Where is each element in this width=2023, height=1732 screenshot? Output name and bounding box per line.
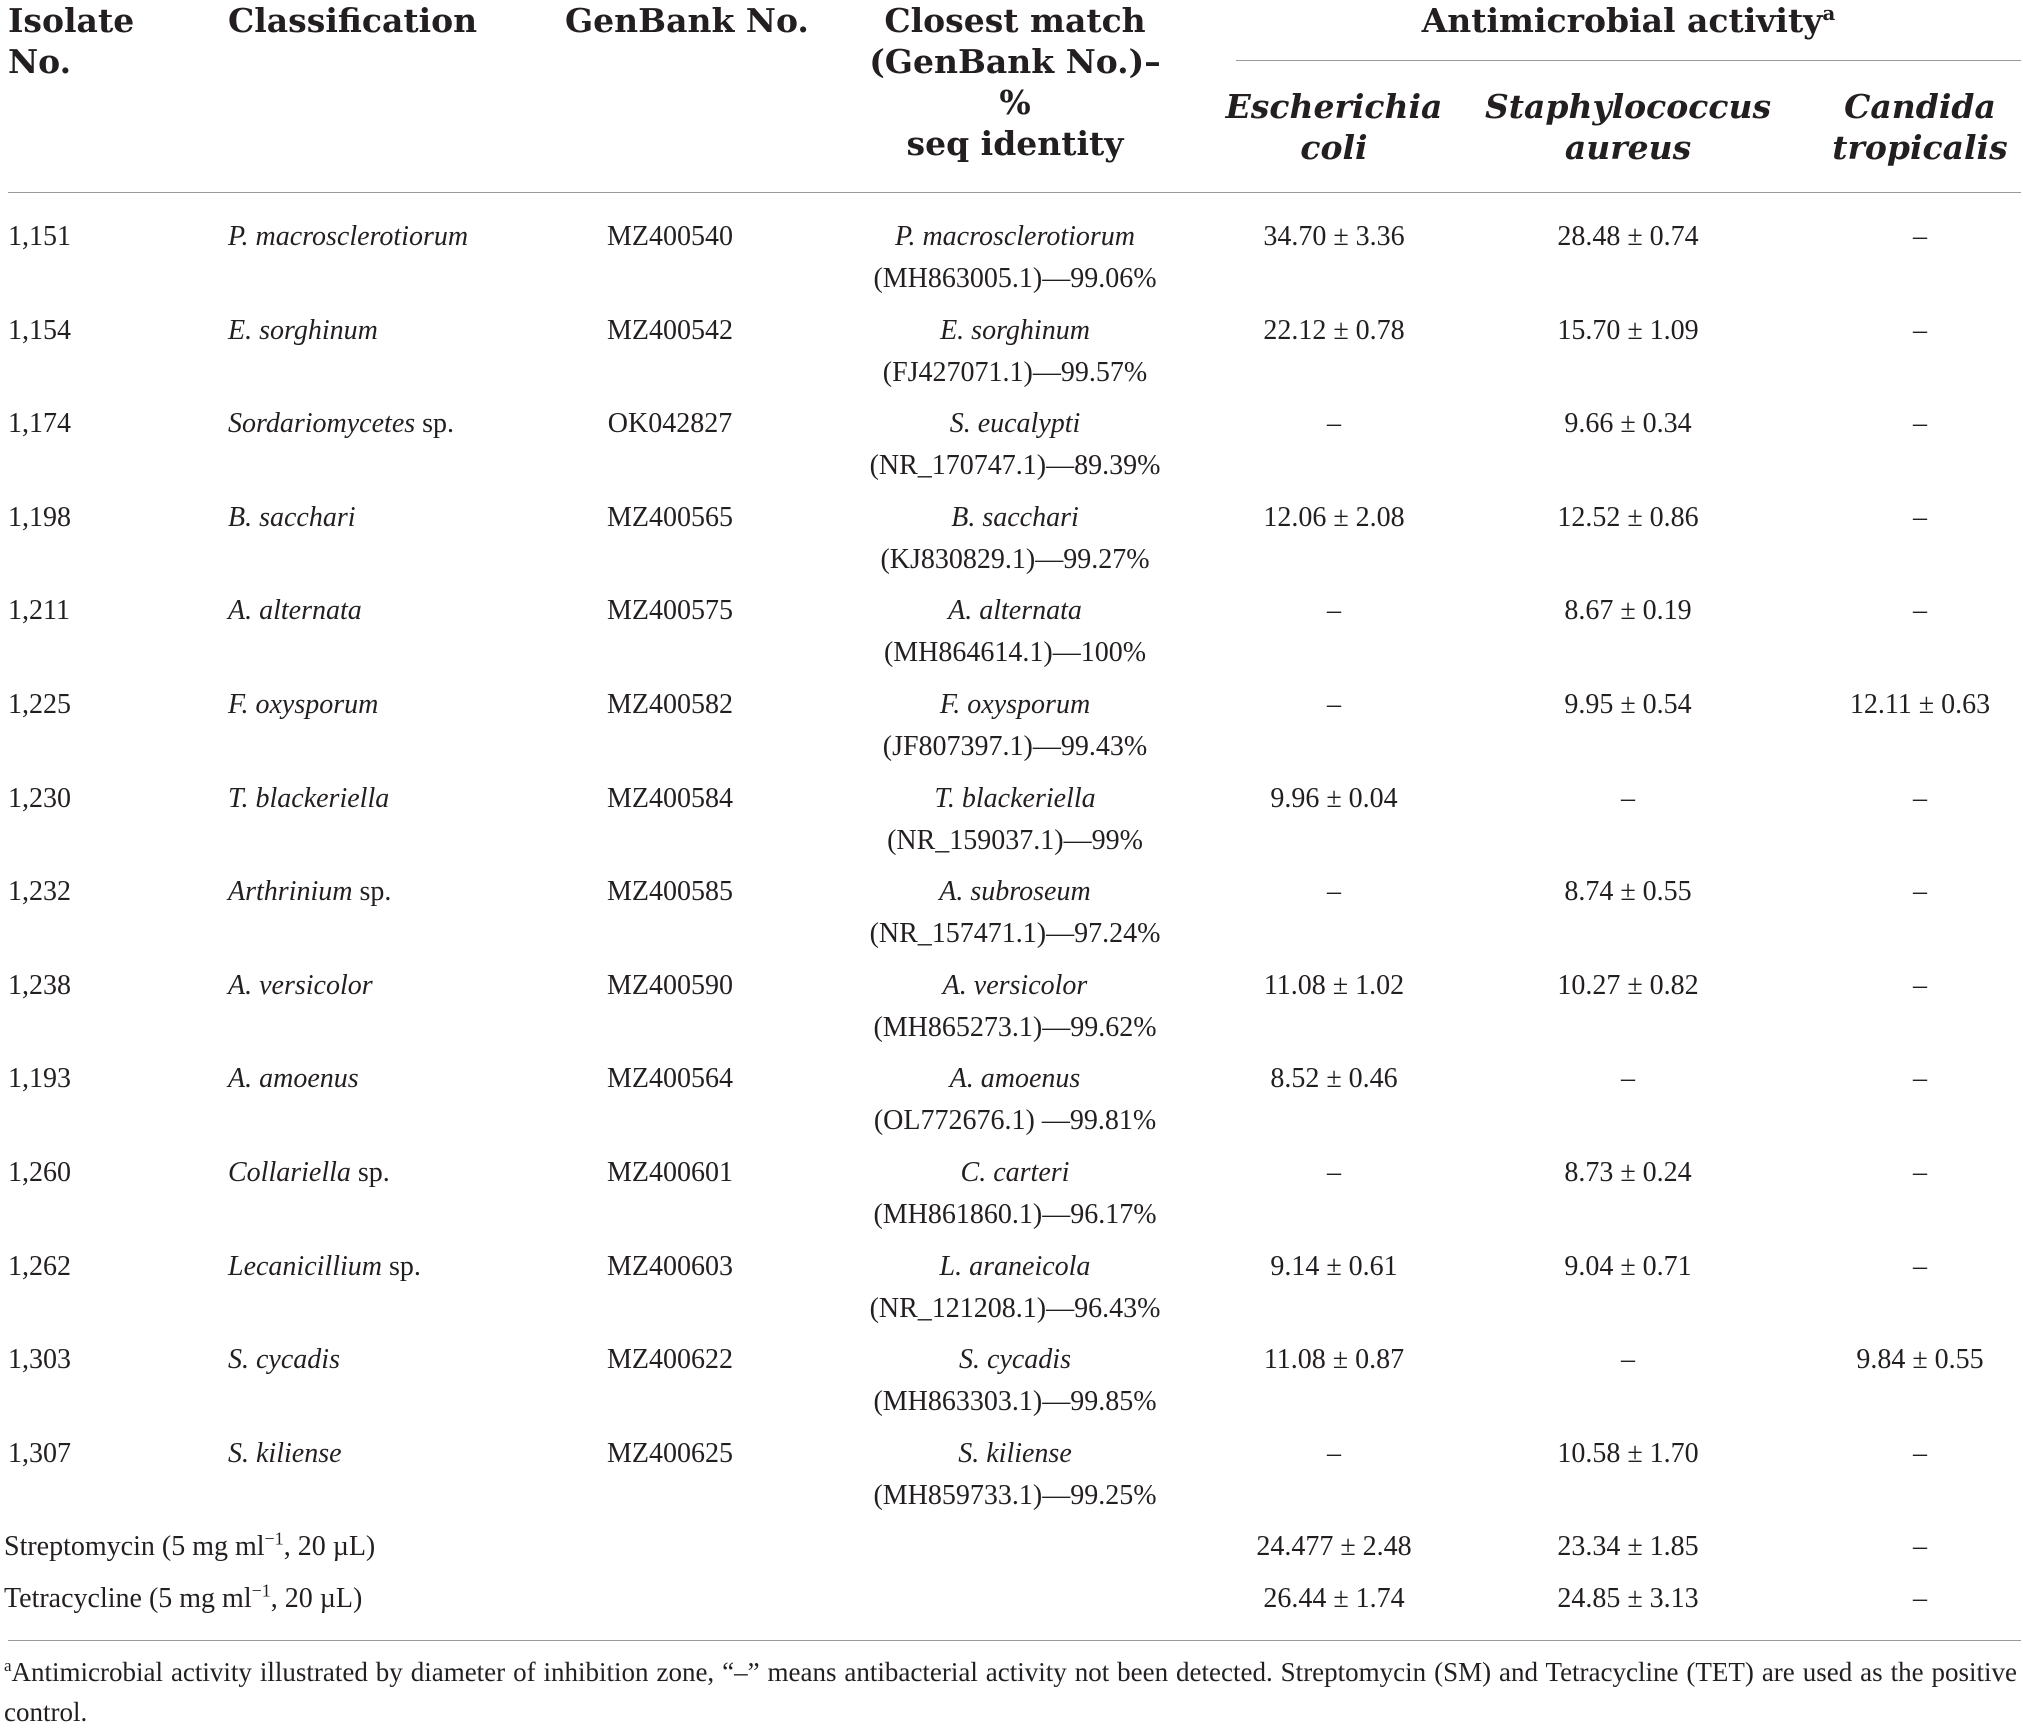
footnote-marker: a	[4, 1656, 12, 1675]
closest-match-id: (FJ427071.1)—99.57%	[882, 356, 1148, 388]
classification	[228, 684, 378, 726]
header-e-coli	[1216, 86, 1452, 168]
control-name	[4, 1578, 362, 1620]
s-aureus-value: –	[1621, 782, 1635, 814]
classification-name: Lecanicillium	[228, 1250, 382, 1282]
header-sa-line2: aureus	[1564, 128, 1692, 167]
isolate-no: 1,232	[8, 876, 71, 908]
isolate-no: 1,238	[8, 969, 71, 1001]
e-coli-value: 9.96 ± 0.04	[1270, 782, 1398, 814]
closest-match-name: F. oxysporum	[939, 689, 1091, 720]
genbank-no: MZ400603	[607, 1250, 733, 1282]
genbank-no: MZ400575	[607, 595, 733, 627]
s-aureus-value: 28.48 ± 0.74	[1557, 221, 1699, 252]
e-coli-value: –	[1327, 1157, 1341, 1188]
closest-match-id: (MH861860.1)—96.17%	[873, 1199, 1157, 1230]
closest-match-name: C. carteri	[960, 1157, 1070, 1188]
isolate-no: 1,193	[8, 1063, 71, 1095]
c-tropicalis-value: –	[1913, 1063, 1927, 1095]
c-tropicalis-value: –	[1913, 314, 1927, 346]
antimicrobial-subrule	[1236, 60, 2021, 61]
closest-match-name: B. sacchari	[951, 501, 1079, 533]
header-antimicrobial	[1236, 0, 2021, 41]
isolate-no: 1,211	[8, 595, 70, 627]
s-aureus-value: –	[1621, 1344, 1635, 1376]
s-aureus-value: –	[1621, 1063, 1635, 1095]
c-tropicalis-value: –	[1913, 595, 1927, 627]
bottom-rule	[8, 1640, 2021, 1641]
c-tropicalis-value: –	[1913, 221, 1927, 252]
control-name	[4, 1526, 375, 1568]
footnote	[4, 1652, 2017, 1732]
classification-name: Sordariomycetes	[228, 408, 416, 440]
closest-match-id: (NR_159037.1)—99%	[887, 824, 1143, 856]
closest-match	[855, 590, 1175, 674]
e-coli-value: –	[1327, 408, 1341, 440]
e-coli-value: 11.08 ± 0.87	[1263, 1344, 1405, 1376]
header-c-tropicalis	[1800, 86, 2023, 168]
classification-name: Arthrinium	[228, 876, 353, 908]
genbank-no: MZ400625	[607, 1437, 733, 1469]
classification-name: T. blackeriella	[228, 782, 390, 814]
isolate-no: 1,174	[8, 408, 71, 440]
closest-match	[855, 310, 1175, 394]
closest-match-id: (MH864614.1)—100%	[883, 637, 1147, 669]
control-exponent: −1	[251, 1580, 271, 1601]
header-ct-line1: Candida	[1844, 87, 1996, 126]
closest-match-id: (MH865273.1)—99.62%	[873, 1011, 1157, 1043]
closest-match-name: A. amoenus	[949, 1063, 1081, 1095]
isolate-no: 1,262	[8, 1250, 71, 1282]
s-aureus-value: 23.34 ± 1.85	[1557, 1531, 1699, 1562]
classification	[228, 1433, 342, 1475]
isolate-no: 1,260	[8, 1157, 71, 1188]
closest-match-id: (MH859733.1)—99.25%	[873, 1479, 1157, 1511]
genbank-no: MZ400540	[607, 221, 733, 252]
classification-name: A. amoenus	[228, 1063, 359, 1095]
genbank-no: MZ400565	[607, 501, 733, 533]
genbank-no: MZ400585	[607, 876, 733, 908]
header-isolate-line2: No.	[8, 42, 72, 81]
closest-match-name: P. macrosclerotiorum	[894, 221, 1136, 252]
closest-match	[855, 871, 1175, 955]
genbank-no: MZ400601	[607, 1157, 733, 1188]
closest-match	[855, 684, 1175, 768]
c-tropicalis-value: –	[1913, 1437, 1927, 1469]
c-tropicalis-value: –	[1913, 501, 1927, 533]
isolate-no: 1,151	[8, 221, 71, 252]
closest-match-name: A. subroseum	[939, 876, 1091, 908]
classification	[228, 778, 389, 820]
closest-match	[855, 1152, 1175, 1236]
control-exponent: −1	[264, 1528, 284, 1549]
isolate-no: 1,230	[8, 782, 71, 814]
header-closest-line2: (GenBank No.)–%	[869, 42, 1161, 122]
header-classification: Classification	[228, 1, 478, 40]
classification-suffix: sp.	[415, 408, 455, 440]
header-isolate-line1: Isolate	[8, 1, 135, 40]
classification-name: S. cycadis	[228, 1344, 340, 1376]
classification-name: B. sacchari	[228, 501, 356, 533]
closest-match-id: (JF807397.1)—99.43%	[882, 731, 1148, 762]
c-tropicalis-value: –	[1913, 1157, 1927, 1188]
genbank-no: MZ400564	[607, 1063, 733, 1095]
control-name-tail: , 20 µL)	[270, 1583, 363, 1614]
c-tropicalis-value: 9.84 ± 0.55	[1856, 1344, 1984, 1376]
classification	[228, 1339, 340, 1381]
genbank-no: OK042827	[607, 408, 733, 440]
genbank-no: MZ400542	[607, 314, 733, 346]
header-closest-match	[855, 0, 1175, 164]
c-tropicalis-value: –	[1913, 1583, 1927, 1614]
header-antimicrobial-label: Antimicrobial activity	[1421, 1, 1823, 40]
e-coli-value: 12.06 ± 2.08	[1263, 501, 1405, 533]
e-coli-value: –	[1327, 1437, 1341, 1469]
isolate-no: 1,303	[8, 1344, 71, 1376]
c-tropicalis-value: –	[1913, 1250, 1927, 1282]
s-aureus-value: 8.74 ± 0.55	[1564, 876, 1692, 908]
isolate-no: 1,225	[8, 689, 71, 720]
closest-match-name: A. alternata	[948, 595, 1082, 627]
c-tropicalis-value: 12.11 ± 0.63	[1849, 689, 1991, 720]
closest-match	[855, 403, 1175, 487]
s-aureus-value: 10.27 ± 0.82	[1557, 969, 1699, 1001]
classification	[228, 965, 373, 1007]
e-coli-value: –	[1327, 876, 1341, 908]
s-aureus-value: 12.52 ± 0.86	[1557, 501, 1699, 533]
classification-name: F. oxysporum	[228, 689, 379, 720]
closest-match-name: S. kiliense	[958, 1437, 1072, 1469]
closest-match-name: A. versicolor	[942, 969, 1088, 1001]
closest-match-id: (MH863303.1)—99.85%	[873, 1386, 1157, 1418]
e-coli-value: 26.44 ± 1.74	[1263, 1583, 1405, 1614]
closest-match	[855, 965, 1175, 1049]
classification	[228, 497, 356, 539]
closest-match-id: (OL772676.1) —99.81%	[873, 1105, 1157, 1137]
c-tropicalis-value: –	[1913, 1531, 1927, 1562]
closest-match	[855, 1339, 1175, 1423]
header-ct-line2: tropicalis	[1832, 128, 2008, 167]
classification-name: P. macrosclerotiorum	[228, 221, 469, 252]
closest-match-id: (KJ830829.1)—99.27%	[880, 543, 1150, 575]
classification-name: E. sorghinum	[228, 314, 378, 346]
c-tropicalis-value: –	[1913, 969, 1927, 1001]
e-coli-value: 11.08 ± 1.02	[1263, 969, 1405, 1001]
closest-match-name: S. eucalypti	[949, 408, 1081, 440]
classification-name: S. kiliense	[228, 1437, 342, 1469]
closest-match-name: S. cycadis	[959, 1344, 1071, 1376]
c-tropicalis-value: –	[1913, 782, 1927, 814]
control-name-tail: , 20 µL)	[283, 1531, 376, 1562]
s-aureus-value: 15.70 ± 1.09	[1557, 314, 1699, 346]
classification	[228, 403, 454, 445]
classification-name: Collariella	[228, 1157, 351, 1188]
header-closest-line1: Closest match	[884, 1, 1146, 40]
closest-match	[855, 497, 1175, 581]
s-aureus-value: 8.67 ± 0.19	[1564, 595, 1692, 627]
closest-match	[855, 1433, 1175, 1517]
classification	[228, 216, 468, 258]
header-ec-line1: Escherichia	[1225, 87, 1443, 126]
closest-match	[855, 216, 1175, 300]
header-closest-line3: seq identity	[906, 124, 1124, 163]
classification-suffix: sp.	[352, 876, 392, 908]
e-coli-value: 9.14 ± 0.61	[1270, 1250, 1398, 1282]
e-coli-value: 34.70 ± 3.36	[1263, 221, 1405, 252]
c-tropicalis-value: –	[1913, 408, 1927, 440]
e-coli-value: 22.12 ± 0.78	[1263, 314, 1405, 346]
classification-suffix: sp.	[350, 1157, 390, 1188]
footnote-text: Antimicrobial activity illustrated by diameter of inhibition zone, “–” means antibacterial activity not been detected. Streptomycin (SM) and Tetracycline (TET) are used as the positive control.	[4, 1657, 2017, 1727]
genbank-no: MZ400622	[607, 1344, 733, 1376]
closest-match	[855, 1246, 1175, 1330]
e-coli-value: 24.477 ± 2.48	[1256, 1531, 1412, 1562]
isolate-no: 1,198	[8, 501, 71, 533]
header-isolate	[8, 0, 134, 82]
classification	[228, 1152, 390, 1194]
s-aureus-value: 24.85 ± 3.13	[1557, 1583, 1699, 1614]
isolate-no: 1,307	[8, 1437, 71, 1469]
header-genbank: GenBank No.	[565, 1, 809, 40]
classification	[228, 871, 391, 913]
classification	[228, 1246, 421, 1288]
closest-match-id: (NR_121208.1)—96.43%	[869, 1292, 1161, 1324]
s-aureus-value: 9.04 ± 0.71	[1564, 1250, 1692, 1282]
control-name-text: Streptomycin (5 mg ml	[4, 1531, 265, 1562]
closest-match	[855, 1058, 1175, 1142]
header-ec-line2: coli	[1300, 128, 1368, 167]
c-tropicalis-value: –	[1913, 876, 1927, 908]
classification-name: A. versicolor	[228, 969, 373, 1001]
genbank-no: MZ400590	[607, 969, 733, 1001]
header-antimicrobial-sup: a	[1822, 1, 1836, 25]
closest-match-name: E. sorghinum	[940, 314, 1090, 346]
genbank-no: MZ400584	[607, 782, 733, 814]
header-sa-line1: Staphylococcus	[1484, 87, 1772, 126]
closest-match-id: (MH863005.1)—99.06%	[873, 263, 1157, 294]
classification	[228, 310, 378, 352]
classification-name: A. alternata	[228, 595, 362, 627]
e-coli-value: 8.52 ± 0.46	[1270, 1063, 1398, 1095]
closest-match	[855, 778, 1175, 862]
e-coli-value: –	[1327, 595, 1341, 627]
s-aureus-value: 10.58 ± 1.70	[1557, 1437, 1699, 1469]
isolate-no: 1,154	[8, 314, 71, 346]
closest-match-name: T. blackeriella	[934, 782, 1096, 814]
classification	[228, 590, 362, 632]
control-name-text: Tetracycline (5 mg ml	[4, 1583, 252, 1614]
classification	[228, 1058, 359, 1100]
header-s-aureus	[1472, 86, 1784, 168]
s-aureus-value: 8.73 ± 0.24	[1564, 1157, 1692, 1188]
closest-match-name: L. araneicola	[939, 1250, 1091, 1282]
e-coli-value: –	[1327, 689, 1341, 720]
classification-suffix: sp.	[381, 1250, 421, 1282]
s-aureus-value: 9.66 ± 0.34	[1564, 408, 1692, 440]
closest-match-id: (NR_170747.1)—89.39%	[869, 450, 1161, 482]
genbank-no: MZ400582	[607, 689, 733, 720]
header-rule	[8, 192, 2021, 193]
s-aureus-value: 9.95 ± 0.54	[1564, 689, 1692, 720]
closest-match-id: (NR_157471.1)—97.24%	[869, 918, 1161, 950]
